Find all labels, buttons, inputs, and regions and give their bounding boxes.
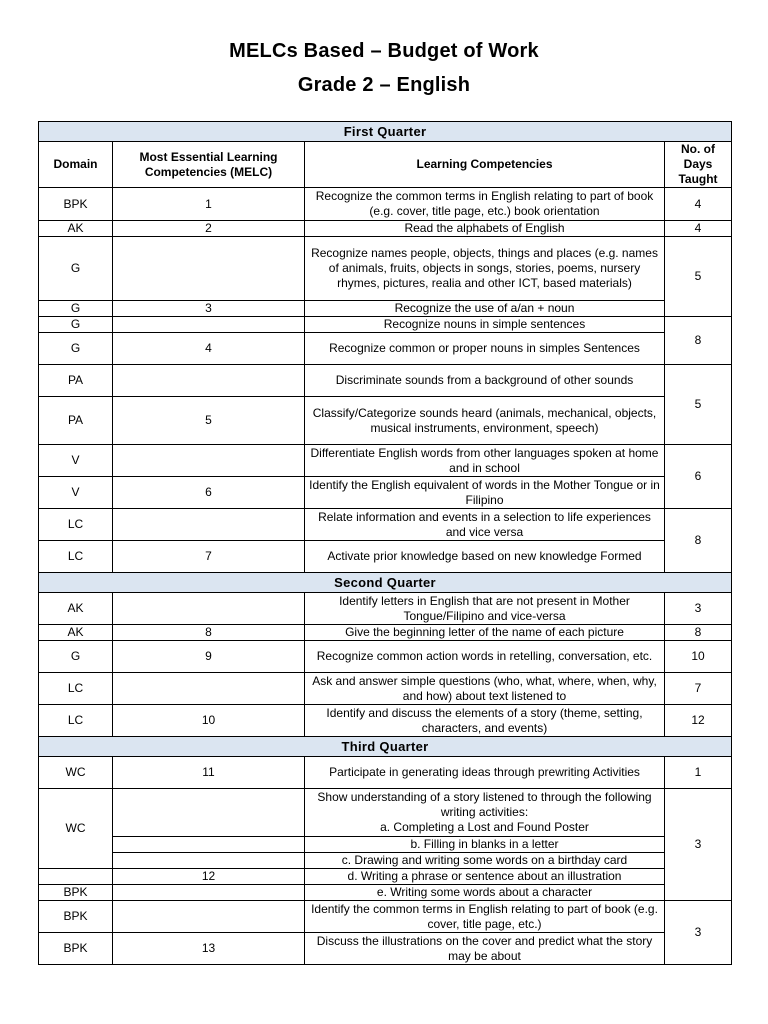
cell-domain: LC [39, 673, 113, 705]
table-row [39, 869, 732, 885]
cell-competency: Read the alphabets of English [305, 221, 665, 237]
cell-competency: Recognize common action words in retelling, conversation, etc. [305, 641, 665, 673]
cell-domain: BPK [39, 901, 113, 933]
table-row [39, 885, 732, 901]
cell-domain: WC [39, 757, 113, 789]
cell-melc [113, 237, 305, 301]
budget-of-work-table [38, 121, 732, 965]
cell-competency: e. Writing some words about a character [305, 885, 665, 901]
cell-days: 4 [665, 221, 732, 237]
table-row [39, 541, 732, 573]
cell-melc [113, 853, 305, 869]
document-subtitle: Grade 2 – English [297, 74, 471, 96]
cell-domain: LC [39, 509, 113, 541]
cell-competency: Recognize the common terms in English relating to part of book (e.g. cover, title page, etc.) book orientation [305, 188, 665, 221]
table-row [39, 673, 732, 705]
cell-melc: 5 [113, 397, 305, 445]
quarter-row [39, 573, 732, 593]
table-row [39, 397, 732, 445]
cell-days: 6 [665, 445, 732, 509]
table-row [39, 837, 732, 853]
table-row [39, 188, 732, 221]
cell-melc: 2 [113, 221, 305, 237]
table-row [39, 301, 732, 317]
cell-melc [113, 365, 305, 397]
cell-competency: Identify the English equivalent of words in the Mother Tongue or in Filipino [305, 477, 665, 509]
cell-competency: Recognize common or proper nouns in simples Sentences [305, 333, 665, 365]
quarter-label: Second Quarter [39, 573, 732, 593]
table-row [39, 853, 732, 869]
cell-days: 1 [665, 757, 732, 789]
cell-domain: BPK [39, 188, 113, 221]
cell-competency: b. Filling in blanks in a letter [305, 837, 665, 853]
cell-melc [113, 901, 305, 933]
header-row [39, 142, 732, 188]
cell-competency: d. Writing a phrase or sentence about an illustration [305, 869, 665, 885]
cell-competency: Participate in generating ideas through prewriting Activities [305, 757, 665, 789]
cell-days: 8 [665, 625, 732, 641]
cell-competency [305, 789, 665, 837]
cell-domain: V [39, 445, 113, 477]
cell-melc: 11 [113, 757, 305, 789]
cell-competency: Ask and answer simple questions (who, what, where, when, why, and how) about text listened to [305, 673, 665, 705]
cell-melc [113, 673, 305, 705]
cell-days: 3 [665, 901, 732, 965]
cell-domain: LC [39, 705, 113, 737]
cell-melc [113, 317, 305, 333]
cell-domain: BPK [39, 885, 113, 901]
table-row [39, 333, 732, 365]
cell-melc [113, 789, 305, 837]
cell-domain: WC [39, 789, 113, 869]
cell-competency: Recognize names people, objects, things and places (e.g. names of animals, fruits, objects in songs, stories, poems, nursery rhymes, pictures, realia and other ICT, based materials) [305, 237, 665, 301]
cell-competency: Recognize the use of a/an + noun [305, 301, 665, 317]
cell-melc: 9 [113, 641, 305, 673]
cell-melc [113, 445, 305, 477]
cell-competency: Identify and discuss the elements of a story (theme, setting, characters, and events) [305, 705, 665, 737]
header-days: No. of Days Taught [665, 142, 732, 188]
table-row [39, 933, 732, 965]
quarter-row [39, 122, 732, 142]
cell-melc: 13 [113, 933, 305, 965]
cell-melc: 8 [113, 625, 305, 641]
cell-melc [113, 509, 305, 541]
cell-competency: c. Drawing and writing some words on a birthday card [305, 853, 665, 869]
table-row [39, 365, 732, 397]
cell-days: 4 [665, 188, 732, 221]
cell-domain: G [39, 317, 113, 333]
table-row [39, 901, 732, 933]
cell-competency: Recognize nouns in simple sentences [305, 317, 665, 333]
cell-domain: AK [39, 221, 113, 237]
cell-melc: 3 [113, 301, 305, 317]
cell-competency: Relate information and events in a selection to life experiences and vice versa [305, 509, 665, 541]
cell-melc: 4 [113, 333, 305, 365]
table-row [39, 789, 732, 837]
cell-melc [113, 593, 305, 625]
cell-days: 8 [665, 509, 732, 573]
table-row [39, 477, 732, 509]
cell-days: 5 [665, 365, 732, 445]
cell-domain: G [39, 237, 113, 301]
cell-melc [113, 885, 305, 901]
table-row [39, 237, 732, 301]
cell-competency: Discuss the illustrations on the cover and predict what the story may be about [305, 933, 665, 965]
cell-domain: G [39, 333, 113, 365]
cell-melc: 1 [113, 188, 305, 221]
header-domain: Domain [39, 142, 113, 188]
cell-domain: AK [39, 625, 113, 641]
table-row [39, 625, 732, 641]
table-row [39, 445, 732, 477]
table-row [39, 757, 732, 789]
cell-domain [39, 869, 113, 885]
cell-melc: 10 [113, 705, 305, 737]
cell-domain: PA [39, 365, 113, 397]
cell-competency: Activate prior knowledge based on new knowledge Formed [305, 541, 665, 573]
table-row [39, 641, 732, 673]
cell-days: 12 [665, 705, 732, 737]
header-competencies: Learning Competencies [305, 142, 665, 188]
cell-melc: 6 [113, 477, 305, 509]
cell-competency: Identify letters in English that are not present in Mother Tongue/Filipino and vice-versa [305, 593, 665, 625]
table-row [39, 221, 732, 237]
document-title: MELCs Based – Budget of Work [229, 40, 539, 62]
table-row [39, 593, 732, 625]
cell-domain: G [39, 641, 113, 673]
cell-days: 10 [665, 641, 732, 673]
cell-competency: Identify the common terms in English relating to part of book (e.g. cover, title page, etc.) [305, 901, 665, 933]
quarter-label: First Quarter [39, 122, 732, 142]
cell-competency: Give the beginning letter of the name of each picture [305, 625, 665, 641]
cell-competency: Classify/Categorize sounds heard (animals, mechanical, objects, musical instruments, environment, speech) [305, 397, 665, 445]
cell-domain: LC [39, 541, 113, 573]
quarter-label: Third Quarter [39, 737, 732, 757]
cell-days: 5 [665, 237, 732, 317]
table-row [39, 705, 732, 737]
cell-days: 8 [665, 317, 732, 365]
cell-melc: 7 [113, 541, 305, 573]
table-row [39, 509, 732, 541]
table-row [39, 317, 732, 333]
cell-melc: 12 [113, 869, 305, 885]
cell-days: 7 [665, 673, 732, 705]
competency-subitem: a. Completing a Lost and Found Poster [380, 820, 589, 834]
cell-competency: Discriminate sounds from a background of other sounds [305, 365, 665, 397]
cell-days: 3 [665, 789, 732, 901]
header-melc: Most Essential Learning Competencies (MELC) [113, 142, 305, 188]
cell-domain: G [39, 301, 113, 317]
cell-melc [113, 837, 305, 853]
competency-text: Show understanding of a story listened to through the following writing activities: [317, 790, 652, 819]
cell-domain: V [39, 477, 113, 509]
cell-days: 3 [665, 593, 732, 625]
quarter-row [39, 737, 732, 757]
cell-competency: Differentiate English words from other languages spoken at home and in school [305, 445, 665, 477]
cell-domain: PA [39, 397, 113, 445]
cell-domain: AK [39, 593, 113, 625]
cell-domain: BPK [39, 933, 113, 965]
